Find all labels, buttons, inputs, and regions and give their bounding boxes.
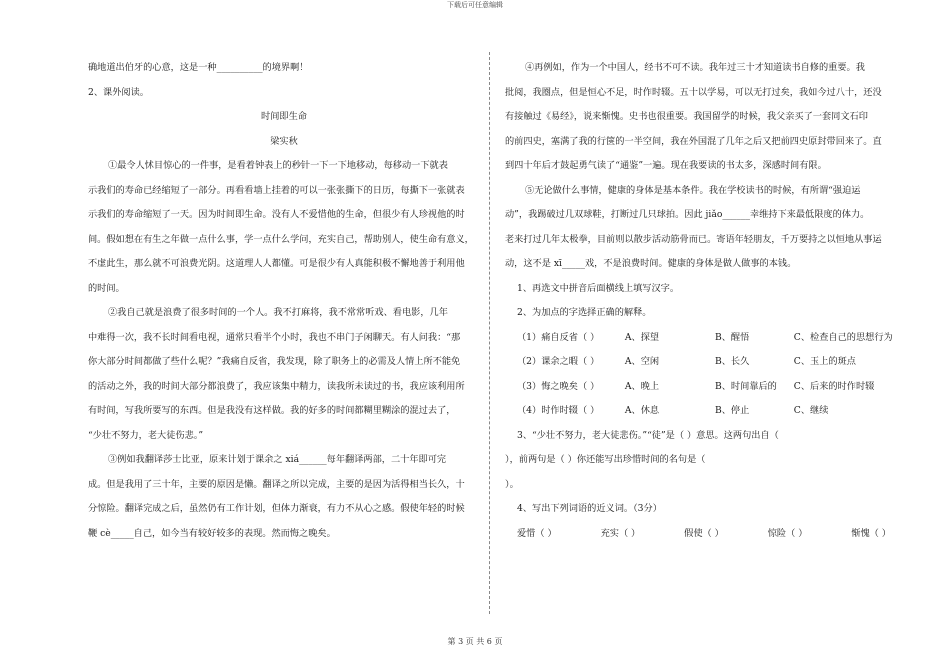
- paragraph-line: 你大部分时间都做了些什么呢？”我痛自反省，我发现，除了职务上的必需及人情上所不能免: [88, 356, 461, 367]
- paragraph-line: 有时间，写我所要写的东西。但是我没有这样做。我的好多的时间都糊里糊涂的混过去了，: [88, 405, 456, 416]
- option-item: （1）痛自反省（ ）: [517, 331, 600, 343]
- paragraph-line: ②我自己就是浪费了很多时间的一个人。我不打麻将，我不常常听戏、看电影，几年: [108, 307, 448, 318]
- synonym-item: 假使（ ）: [684, 527, 724, 539]
- paragraph-line: ①最令人怵目惊心的一件事，是看着钟表上的秒针一下一下地移动，每移动一下就表: [108, 160, 448, 171]
- option-a: A、晚上: [624, 380, 660, 392]
- synonym-item: 爱惜（ ）: [517, 527, 557, 539]
- option-a: A、探望: [624, 331, 660, 343]
- text-line: 确地道出伯牙的心意，这是一种__________的境界啊！: [88, 62, 309, 73]
- option-b: B、停止: [714, 405, 750, 416]
- paragraph-line: 分惊险。翻译完成之后，虽然仍有工作计划，但体力渐衰，有力不从心之感。假使年轻的时候: [88, 503, 465, 514]
- paragraph-line: “少壮不努力，老大徒伤悲。”: [88, 429, 204, 441]
- paragraph-line: 成。但是我用了三十年，主要的原因是懒。翻译之所以完成，主要的是因为活得相当长久，十: [88, 478, 465, 490]
- column-divider: [489, 52, 490, 614]
- paragraph-line: 的活动之外，我的时间大部分都浪费了，我应该集中精力，读我所未读过的书，我应该利用所: [88, 380, 465, 392]
- right-column: [505, 56, 897, 546]
- option-a: A、休息: [624, 405, 660, 416]
- option-a: A、空闲: [624, 356, 660, 367]
- option-b: B、时间靠后的: [714, 380, 777, 392]
- paragraph-line: 示我们的寿命缩短了一天。因为时间即生命。没有人不爱惜他的生命，但很少有人珍视他的时: [88, 209, 465, 220]
- left-column: [88, 56, 480, 546]
- option-item: （2）课余之暇（ ）: [517, 356, 600, 367]
- paragraph-line: 不虚此生，那么就不可浪费光阴。这道理人人都懂。可是很少有人真能积极不懈地善于利用他: [88, 258, 465, 269]
- question-3: 3、“少壮不努力，老大徒悲伤。”“徒”是（ ）意思。这两句出自（: [517, 429, 779, 441]
- paragraph-line: 间。假如想在有生之年做一点什么事，学一点什么学问，充实自己，帮助别人，使生命有意义，: [88, 233, 474, 245]
- page-header: 下载后可任意编辑: [447, 1, 503, 9]
- paragraph-line: 中难得一次，我不长时间看电视，通常只看半个小时，我也不串门子闲聊天。有人问我：“那: [88, 331, 461, 343]
- paragraph-line: 动，这不是 xī_____戏，不是浪费时间。健康的身体是做人做事的本钱。: [505, 258, 797, 269]
- question-3-cont: ），前两句是（ ）你还能写出珍惜时间的名句是（: [505, 454, 706, 465]
- option-c: C、后来的时作时辍: [793, 380, 875, 392]
- option-b: B、长久: [714, 356, 750, 367]
- paragraph-line: 动”，我踢破过几双球鞋，打断过几只球拍。因此 jiǎo______幸维持下来最低限度的体力。: [505, 209, 870, 220]
- paragraph-line: 有接触过《易经》，说来惭愧。史书也很重要。我国留学的时候，我父亲买了一套同文石印: [505, 111, 868, 122]
- synonym-item: 惭愧（ ）: [851, 527, 891, 539]
- synonym-item: 惊险（ ）: [767, 527, 808, 539]
- question-3-end: ）。: [505, 478, 519, 490]
- paragraph-line: ④再例如，作为一个中国人，经书不可不读。我年过三十才知道读书自修的重要。我: [525, 62, 865, 73]
- option-row: [505, 326, 897, 351]
- question-4: 4、写出下列词语的近义词。（3分）: [517, 503, 662, 514]
- section-heading: 2、课外阅读。: [88, 86, 149, 98]
- paragraph-line: 示我们的寿命已经缩短了一部分。再看看墙上挂着的可以一张张撕下的日历，每撕下一张就表: [88, 184, 465, 196]
- option-item: （4）时作时辍（ ）: [517, 405, 600, 416]
- option-row: [505, 350, 897, 375]
- question-1: 1、再选文中拼音后面横线上填写汉字。: [517, 282, 680, 294]
- page-footer: 第 3 页 共 6 页: [447, 637, 503, 646]
- question-2: 2、为加点的字选择正确的解释。: [517, 307, 652, 318]
- option-row: [505, 399, 897, 424]
- option-row: [505, 375, 897, 400]
- option-c: C、继续: [793, 405, 829, 416]
- paragraph-line: 老来打过几年太极拳，目前则以散步活动筋骨而已。寄语年轻朋友，千万要持之以恒地从事运: [505, 233, 882, 245]
- paragraph-line: 鞭 cè_____自己，如今当有较好较多的表现。然而悔之晚矣。: [88, 527, 336, 539]
- option-c: C、玉上的斑点: [793, 356, 856, 367]
- paragraph-line: 到四十年后才鼓起勇气读了“通鉴”一遍。现在我要读的书太多，深感时间有限。: [505, 160, 827, 171]
- option-item: （3）悔之晚矣（ ）: [517, 380, 600, 392]
- article-author: 梁实秋: [270, 135, 298, 147]
- article-title: 时间即生命: [261, 111, 307, 122]
- synonym-row: [505, 522, 897, 547]
- synonym-item: 充实（ ）: [600, 527, 641, 539]
- paragraph-line: 的前四史，塞满了我的行箧的一半空间，我在外国混了几年之后又把前四史原封带回来了。直: [505, 135, 882, 147]
- paragraph-line: 的时间。: [88, 282, 125, 294]
- paragraph-line: 批阅，我圈点，但是恒心不足，时作时辍。五十以学易，可以无打过矣，我如今过八十，还没: [505, 86, 882, 98]
- option-b: B、醒悟: [714, 331, 750, 343]
- option-c: C、检查自己的思想行为: [793, 331, 893, 343]
- paragraph-line: ③例如我翻译莎士比亚，原来计划于课余之 xiá______每年翻译两部，二十年即可完: [108, 454, 447, 465]
- paragraph-line: ⑤无论做什么事情，健康的身体是基本条件。我在学校读书的时候，有所谓“强迫运: [525, 184, 861, 196]
